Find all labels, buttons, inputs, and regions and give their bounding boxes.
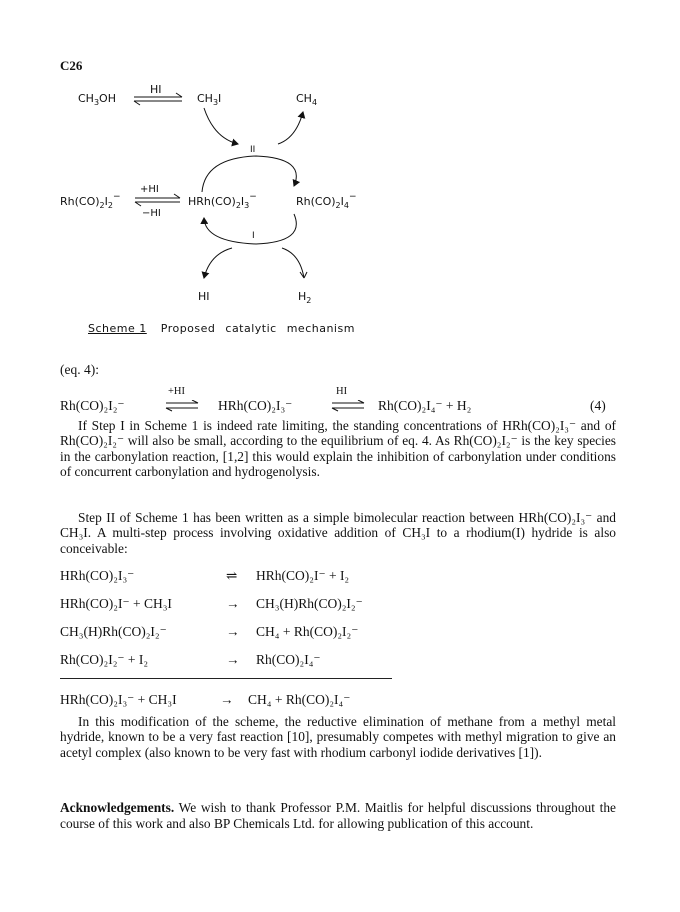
eq4-arrow-1 (164, 400, 200, 412)
reaction-1-left: HRh(CO)₂I₃⁻ (60, 568, 135, 583)
scheme-ch3oh: $CH_3OH$ (78, 92, 116, 107)
scheme-rh-right: $Rh(CO)_2I_4^-$ (296, 192, 357, 210)
acknowledgements (60, 800, 616, 831)
page-id: C26 (60, 58, 83, 73)
scheme-minus-hi: −HI (142, 208, 161, 219)
scheme-hi-bottom: HI (198, 290, 210, 303)
paragraph-step1: If Step I in Scheme 1 is indeed rate limiting, the standing concentrations of HRh(CO)₂I₃⁻ and of Rh(CO)₂I₂⁻ will also be small, according to the equilibrium of eq. 4. As Rh(CO)₂I₂⁻ is the key species in the carbonylation reaction, [1,2] this would explain the inhibition of carbonylation under conditions of concurrent carbonylation and hydrogenolysis. (60, 418, 616, 479)
scheme-ch3i: $CH_3I$ (197, 92, 222, 107)
arrow-step-1 (204, 214, 296, 244)
eq4-left: Rh(CO)₂I₂⁻ (60, 398, 125, 413)
arrow-ch3i-in (204, 108, 238, 144)
reaction-2-right: CH₃(H)Rh(CO)₂I₂⁻ (256, 596, 363, 611)
ack-text: We wish to thank Professor P.M. Maitlis for helpful discussions throughout the course of this work and also BP Chemicals Ltd. for allowing publication of this account. (60, 800, 616, 831)
eq4-number: (4) (590, 398, 606, 413)
caption-title: Proposed catalytic mechanism (160, 322, 355, 335)
eq-ref: (eq. 4): (60, 362, 99, 377)
sum-divider (60, 678, 392, 679)
scheme-hi-top: HI (150, 83, 162, 96)
reaction-4-arrow: → (226, 652, 240, 667)
scheme-ch4: $CH_4$ (296, 92, 318, 107)
scheme-hrh: $HRh(CO)_2I_3^-$ (188, 192, 257, 210)
overall-left: HRh(CO)₂I₃⁻ + CH₃I (60, 692, 177, 707)
paragraph-step2: Step II of Scheme 1 has been written as a simple bimolecular reaction between HRh(CO)₂I₃⁻ and CH₃I. A multi-step process involving oxidative addition of CH₃I to a rhodium(I) hydride is also conceivable: (60, 510, 616, 556)
reaction-1-right: HRh(CO)₂I⁻ + I₂ (256, 568, 350, 583)
scheme-caption (88, 322, 355, 335)
scheme-rh-left: $Rh(CO)_2I_2^-$ (60, 192, 121, 210)
eq4-reagent-1: +HI (168, 386, 186, 397)
arrow-ch4-out (278, 112, 303, 144)
arrow-step-2 (202, 156, 296, 192)
reaction-4-right: Rh(CO)₂I₄⁻ (256, 652, 321, 667)
scheme-h2: $H_2$ (298, 290, 312, 305)
caption-label: Scheme 1 (88, 322, 147, 335)
scheme-diagram (0, 80, 680, 320)
reaction-3-left: CH₃(H)Rh(CO)₂I₂⁻ (60, 624, 167, 639)
reaction-4-left: Rh(CO)₂I₂⁻ + I₂ (60, 652, 149, 667)
scheme-step-2: II (250, 145, 256, 155)
overall-right: CH₄ + Rh(CO)₂I₄⁻ (248, 692, 351, 707)
overall-arrow: → (220, 692, 234, 707)
ack-heading: Acknowledgements. (60, 800, 175, 815)
eq4-right: Rh(CO)₂I₄⁻ + H₂ (378, 398, 472, 413)
eq4-middle: HRh(CO)₂I₃⁻ (218, 398, 293, 413)
reaction-3-arrow: → (226, 624, 240, 639)
equilibrium-arrow-middle (135, 194, 180, 206)
reaction-2-left: HRh(CO)₂I⁻ + CH₃I (60, 596, 172, 611)
scheme-plus-hi: +HI (140, 184, 159, 195)
arrow-hi-out (204, 248, 232, 278)
reaction-1-arrow: ⇌ (226, 568, 238, 583)
paragraph-modification: In this modification of the scheme, the reductive elimination of methane from a methyl metal hydride, known to be a very fast reaction [10], presumably competes with methyl migration to give an acetyl complex (also known to be very fast with rhodium carbonyl iodide derivatives [1]). (60, 714, 616, 760)
eq4-reagent-2: HI (336, 386, 348, 397)
reaction-2-arrow: → (226, 596, 240, 611)
reaction-3-right: CH₄ + Rh(CO)₂I₂⁻ (256, 624, 359, 639)
scheme-step-1: I (252, 231, 255, 241)
eq4-arrow-2 (330, 400, 366, 412)
